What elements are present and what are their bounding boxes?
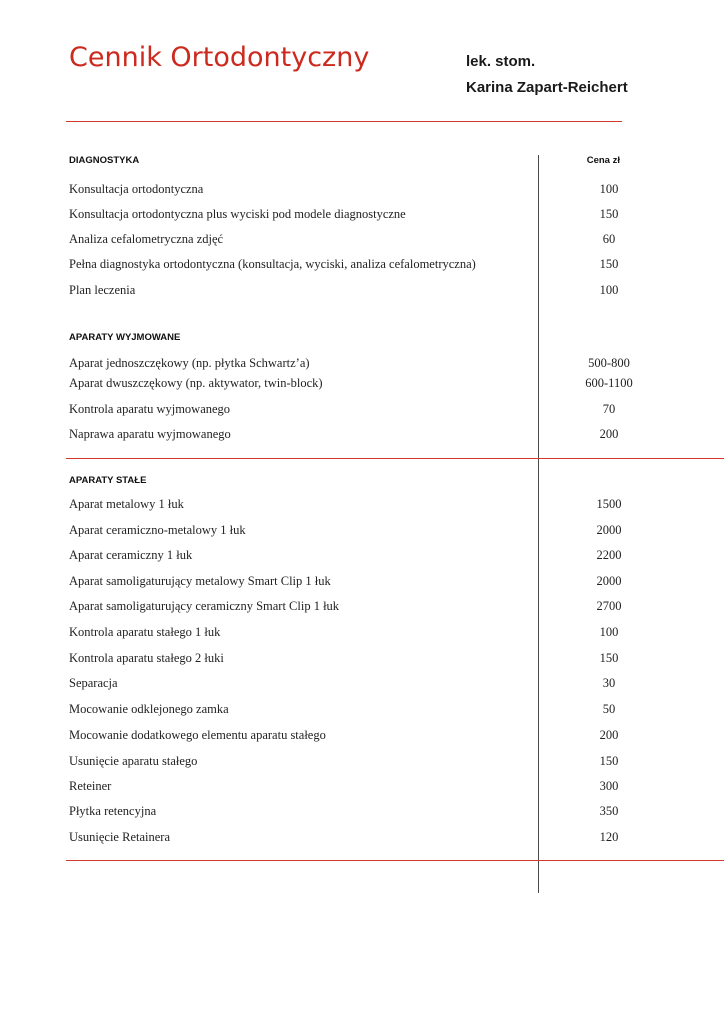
service-price: 100 [599, 182, 619, 196]
service-name: Mocowanie dodatkowego elementu aparatu stałego [69, 728, 326, 742]
service-price: 150 [599, 207, 619, 221]
service-price: 1500 [596, 497, 622, 511]
table-row [69, 804, 649, 820]
table-row [69, 574, 649, 590]
table-row [69, 754, 649, 770]
service-name: Usunięcie aparatu stałego [69, 754, 198, 768]
table-row [69, 207, 649, 223]
service-name: Płytka retencyjna [69, 804, 157, 818]
table-row [69, 728, 649, 744]
table-row [69, 651, 649, 667]
section-divider [66, 458, 724, 459]
service-name: Aparat ceramiczny 1 łuk [69, 548, 193, 562]
table-row [69, 402, 649, 418]
service-price: 2000 [596, 523, 622, 537]
service-price: 100 [599, 283, 619, 297]
service-name: Aparat samoligaturujący metalowy Smart Clip 1 łuk [69, 574, 331, 588]
service-name: Kontrola aparatu stałego 1 łuk [69, 625, 221, 639]
footer-divider [66, 860, 724, 861]
section-heading-aparaty-stale: APARATY STAŁE [69, 475, 147, 486]
service-price: 60 [602, 232, 616, 246]
service-name: Aparat jednoszczękowy (np. płytka Schwartz’a) [69, 356, 310, 370]
service-name: Kontrola aparatu stałego 2 łuki [69, 651, 224, 665]
service-price: 150 [599, 257, 619, 271]
service-price: 50 [602, 702, 616, 716]
table-row [69, 779, 649, 795]
service-name: Pełna diagnostyka ortodontyczna (konsultacja, wyciski, analiza cefalometryczna) [69, 257, 476, 271]
service-name: Plan leczenia [69, 283, 136, 297]
service-name: Mocowanie odklejonego zamka [69, 702, 229, 716]
price-column-header: Cena zł [586, 155, 620, 166]
table-row [69, 283, 649, 299]
table-row [69, 232, 649, 248]
service-name: Naprawa aparatu wyjmowanego [69, 427, 231, 441]
table-row [69, 548, 649, 564]
service-price: 200 [599, 427, 619, 441]
page-title: Cennik Ortodontyczny [69, 42, 370, 73]
service-name: Analiza cefalometryczna zdjęć [69, 232, 224, 246]
service-price: 120 [599, 830, 619, 844]
header-divider [66, 121, 622, 122]
service-price: 150 [599, 754, 619, 768]
table-row [69, 523, 649, 539]
table-row [69, 497, 649, 513]
section-heading-diagnostyka: DIAGNOSTYKA [69, 155, 140, 166]
service-price: 150 [599, 651, 619, 665]
service-name: Kontrola aparatu wyjmowanego [69, 402, 231, 416]
service-price: 200 [599, 728, 619, 742]
service-name: Aparat samoligaturujący ceramiczny Smart Clip 1 łuk [69, 599, 340, 613]
table-row [69, 182, 649, 198]
service-name: Usunięcie Retainera [69, 830, 170, 844]
service-price: 600-1100 [585, 376, 633, 390]
doctor-title: lek. stom. [466, 53, 536, 70]
service-price: 500-800 [588, 356, 630, 370]
service-price: 2700 [596, 599, 622, 613]
service-price: 2200 [596, 548, 622, 562]
service-price: 70 [602, 402, 616, 416]
service-name: Aparat ceramiczno-metalowy 1 łuk [69, 523, 246, 537]
table-row [69, 257, 649, 273]
service-price: 2000 [596, 574, 622, 588]
table-row [69, 676, 649, 692]
table-row [69, 702, 649, 718]
service-price: 300 [599, 779, 619, 793]
service-name: Reteiner [69, 779, 112, 793]
service-name: Konsultacja ortodontyczna plus wyciski pod modele diagnostyczne [69, 207, 406, 221]
table-row [69, 599, 649, 615]
service-name: Separacja [69, 676, 118, 690]
doctor-name: Karina Zapart-Reichert [466, 79, 628, 96]
table-row [69, 356, 649, 372]
section-heading-aparaty-wyjmowane: APARATY WYJMOWANE [69, 332, 181, 343]
service-price: 100 [599, 625, 619, 639]
service-price: 30 [602, 676, 616, 690]
table-row [69, 427, 649, 443]
service-name: Aparat dwuszczękowy (np. aktywator, twin-block) [69, 376, 323, 390]
service-name: Aparat metalowy 1 łuk [69, 497, 184, 511]
table-row [69, 376, 649, 392]
service-price: 350 [599, 804, 619, 818]
service-name: Konsultacja ortodontyczna [69, 182, 204, 196]
table-row [69, 830, 649, 846]
table-row [69, 625, 649, 641]
